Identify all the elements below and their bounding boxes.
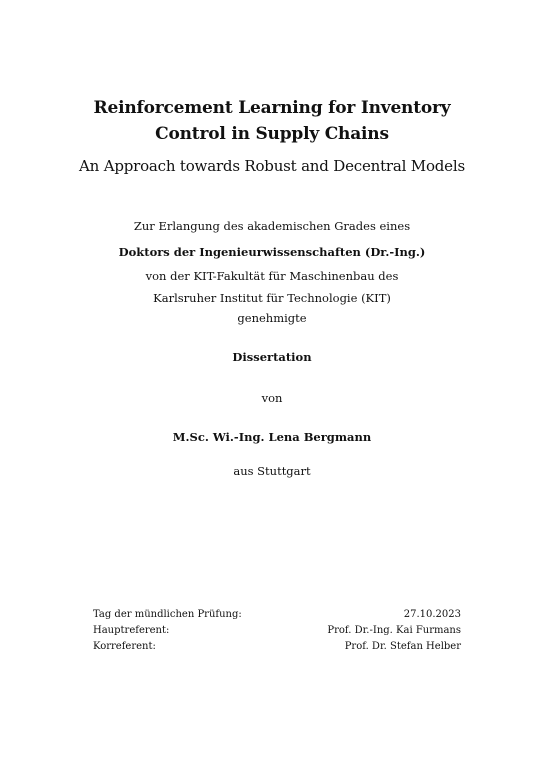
co-referee-row — [93, 639, 461, 655]
main-referee-label: Hauptreferent: — [93, 625, 170, 636]
title-line-1: Reinforcement Learning for Inventory — [93, 98, 451, 118]
main-referee-value: Prof. Dr.-Ing. Kai Furmans — [327, 625, 461, 636]
degree-name: Doktors der Ingenieurwissenschaften (Dr.-Ing.) — [118, 245, 426, 259]
exam-date-label: Tag der mündlichen Prüfung: — [93, 609, 242, 620]
exam-date-row — [93, 607, 461, 623]
degree-intro: Zur Erlangung des akademischen Grades eines — [133, 219, 411, 233]
exam-date-value: 27.10.2023 — [403, 609, 461, 620]
main-referee-row — [93, 623, 461, 639]
origin-line: aus Stuttgart — [233, 464, 311, 478]
subtitle: An Approach towards Robust and Decentral Models — [79, 157, 465, 175]
faculty-line: von der KIT-Fakultät für Maschinenbau des — [145, 269, 399, 283]
institute-line: Karlsruher Institut für Technologie (KIT) — [153, 291, 391, 305]
title-line-2: Control in Supply Chains — [155, 124, 389, 144]
by-line: von — [261, 391, 283, 405]
co-referee-value: Prof. Dr. Stefan Helber — [344, 641, 461, 652]
approved-line: genehmigte — [237, 311, 307, 325]
document-type: Dissertation — [232, 350, 312, 364]
co-referee-label: Korreferent: — [93, 641, 156, 652]
author-name: M.Sc. Wi.-Ing. Lena Bergmann — [172, 430, 372, 444]
